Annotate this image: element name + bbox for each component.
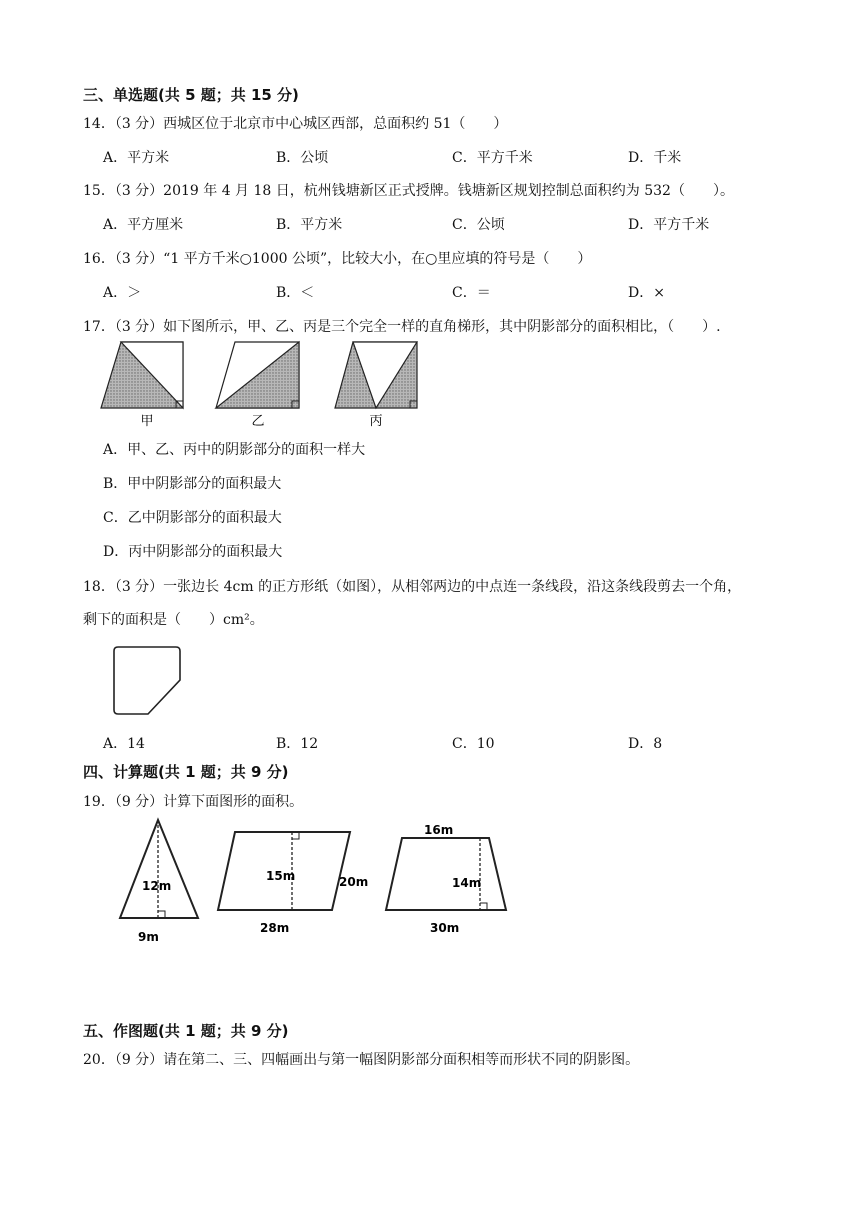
q17-trapezoid-figures: [95, 336, 435, 432]
q14-option-c: C．平方千米: [452, 150, 533, 166]
q16-option-b: B．＜: [276, 285, 315, 301]
parallelogram-base-label: 28m: [260, 921, 290, 935]
q15-option-c: C．公顷: [452, 217, 505, 233]
section-5-title: 五、作图题(共 1 题；共 9 分): [83, 1022, 289, 1040]
label-jia: 甲: [140, 414, 154, 429]
q14-option-b: B．公顷: [276, 150, 329, 166]
q17-option-d: D．丙中阴影部分的面积最大: [103, 544, 283, 560]
q18-option-b: B．12: [276, 736, 319, 752]
q18-option-a: A．14: [103, 736, 145, 752]
q18-cut-square-figure: [108, 643, 188, 721]
q18-option-d: D．8: [628, 736, 663, 752]
q16-option-d: D．×: [628, 285, 665, 301]
section-4-title: 四、计算题(共 1 题；共 9 分): [83, 763, 289, 781]
q17-option-b: B．甲中阴影部分的面积最大: [103, 476, 282, 492]
trapezoid-height-label: 14m: [452, 876, 482, 890]
trapezoid-bottom-label: 30m: [430, 921, 460, 935]
q16-option-a: A．＞: [103, 285, 142, 301]
question-14: 14．（3 分）西城区位于北京市中心城区西部，总面积约 51（ ）: [83, 116, 508, 132]
triangle-figure: [120, 820, 198, 944]
parallelogram-figure: [218, 832, 368, 935]
q15-option-d: D．平方千米: [628, 217, 710, 233]
question-18-line1: 18．（3 分）一张边长 4cm 的正方形纸（如图），从相邻两边的中点连一条线段，沿这条线段剪去一个角，: [83, 579, 742, 595]
q16-option-c: C．＝: [452, 285, 491, 301]
trapezoid-figure: [386, 823, 506, 935]
triangle-base-label: 9m: [138, 930, 159, 944]
q15-option-a: A．平方厘米: [103, 217, 184, 233]
question-18-line2: 剩下的面积是（ ）cm²。: [83, 612, 264, 628]
trapezoid-top-label: 16m: [424, 823, 454, 837]
question-20: 20．（9 分）请在第二、三、四幅画出与第一幅图阴影部分面积相等而形状不同的阴影图。: [83, 1052, 640, 1068]
parallelogram-side-label: 20m: [339, 875, 369, 889]
triangle-height-label: 12m: [142, 879, 172, 893]
question-15: 15．（3 分）2019 年 4 月 18 日，杭州钱塘新区正式授牌。钱塘新区规划控制总面积约为 532（ ）。: [83, 183, 734, 199]
label-bing: 丙: [369, 414, 383, 429]
q18-option-c: C．10: [452, 736, 495, 752]
parallelogram-height-label: 15m: [266, 869, 296, 883]
question-17: 17．（3 分）如下图所示，甲、乙、丙是三个完全一样的直角梯形，其中阴影部分的面积相比，（ ）.: [83, 319, 721, 335]
q17-option-c: C．乙中阴影部分的面积最大: [103, 510, 282, 526]
q19-figures: [110, 814, 482, 950]
figure-yi: [216, 342, 299, 408]
q17-option-a: A．甲、乙、丙中的阴影部分的面积一样大: [103, 442, 366, 458]
label-yi: 乙: [251, 414, 265, 429]
question-16: 16．（3 分）“1 平方千米○1000 公顷”，比较大小，在○里应填的符号是（ ）: [83, 251, 592, 267]
figure-bing: [335, 342, 417, 408]
q14-option-a: A．平方米: [103, 150, 170, 166]
q15-option-b: B．平方米: [276, 217, 343, 233]
q14-option-d: D．千米: [628, 150, 682, 166]
figure-jia: [101, 342, 183, 408]
section-3-title: 三、单选题(共 5 题；共 15 分): [83, 86, 299, 104]
question-19: 19．（9 分）计算下面图形的面积。: [83, 794, 304, 810]
